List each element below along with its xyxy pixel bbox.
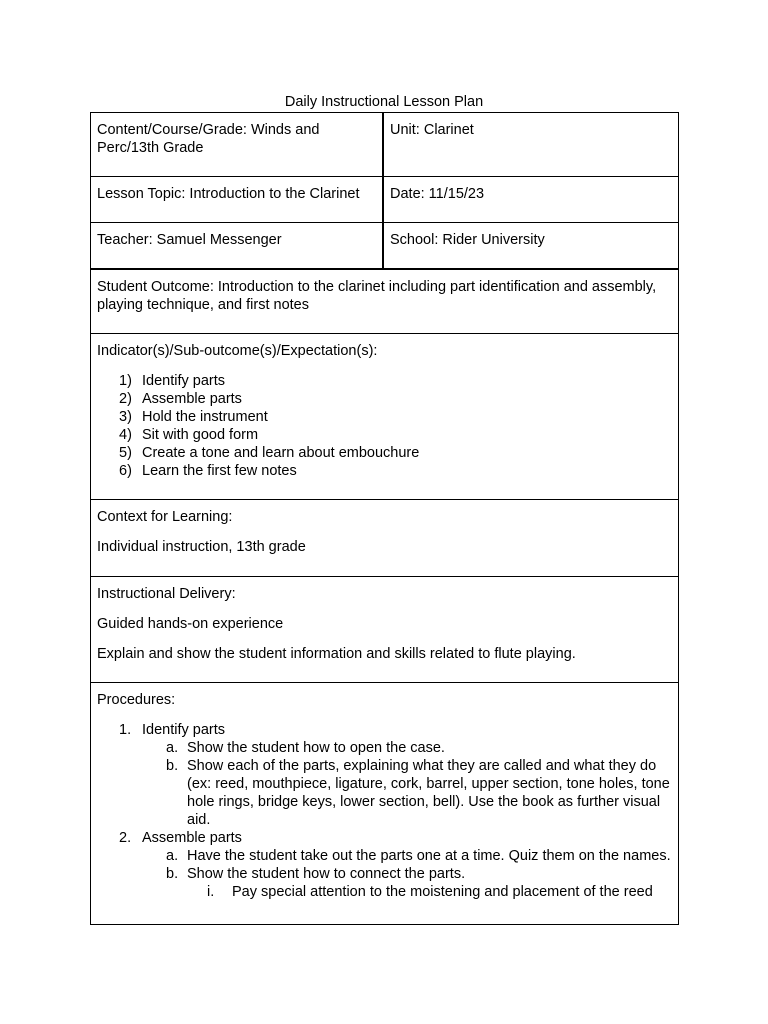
context-heading: Context for Learning: [97,509,233,525]
list-item: 6) Learn the first few notes [119,463,297,479]
list-item: a. Have the student take out the parts one at a time. Quiz them on the names. [166,848,671,864]
procedures-list [97,721,672,901]
procedures-heading: Procedures: [97,692,176,708]
course-grade-cell: Content/Course/Grade: Winds and Perc/13th Grade [91,113,384,176]
list-item: 1) Identify parts [119,373,226,389]
indicators-heading: Indicator(s)/Sub-outcome(s)/Expectation(s): [97,343,378,359]
procedures-row [91,682,678,924]
table-row [91,113,678,176]
list-item: 2) Assemble parts [119,391,242,407]
list-item: 5) Create a tone and learn about embouchure [119,445,420,461]
list-item: b. Show the student how to connect the parts. i. Pay special attention to the moistening and placement of the reed [142,865,672,901]
unit-cell: Unit: Clarinet [390,122,474,138]
delivery-heading: Instructional Delivery: [97,586,236,602]
lesson-plan-table [90,112,679,925]
list-item: 1. Identify parts a. Show the student how to open the case. b. Show each of the parts, explaining what they are called and what they do (ex: reed, mouthpiece, ligature, cork, barrel, upper section, tone holes, tone hole rings, bridge keys, lower section, bell). Use the book as further visual aid. [97,721,672,829]
indicators-row [91,333,678,499]
indicators-list [97,372,672,480]
lesson-topic-cell: Lesson Topic: Introduction to the Clarinet [91,177,384,222]
school-cell: School: Rider University [390,232,545,248]
list-item: 3) Hold the instrument [119,409,268,425]
list-item: 2. Assemble parts a. Have the student take out the parts one at a time. Quiz them on the names. b. Show the student how to connect the parts. i. Pay special attention to the moistening and placement of the reed [119,830,671,900]
list-item: 4) Sit with good form [119,427,259,443]
teacher-cell: Teacher: Samuel Messenger [91,223,384,268]
delivery-row [91,576,678,682]
context-row [91,499,678,576]
list-item: i. Pay special attention to the moistening and placement of the reed [207,884,653,900]
page-title: Daily Instructional Lesson Plan [284,94,484,110]
list-item: a. Show the student how to open the case. [166,740,445,756]
list-item: b. Show each of the parts, explaining what they are called and what they do (ex: reed, mouthpiece, ligature, cork, barrel, upper section, tone holes, tone hole rings, bridge keys, lower section, bell). Use the book as further visual aid. [166,758,670,828]
delivery-line-1: Guided hands-on experience [97,616,284,632]
table-row [91,176,678,222]
context-text: Individual instruction, 13th grade [97,539,306,555]
delivery-line-2: Explain and show the student information and skills related to flute playing. [97,646,576,662]
table-row [91,222,678,268]
student-outcome-text: Student Outcome: Introduction to the clarinet including part identification and assembly, playing technique, and first notes [97,279,657,313]
date-cell: Date: 11/15/23 [390,186,485,202]
student-outcome-row [91,268,678,333]
